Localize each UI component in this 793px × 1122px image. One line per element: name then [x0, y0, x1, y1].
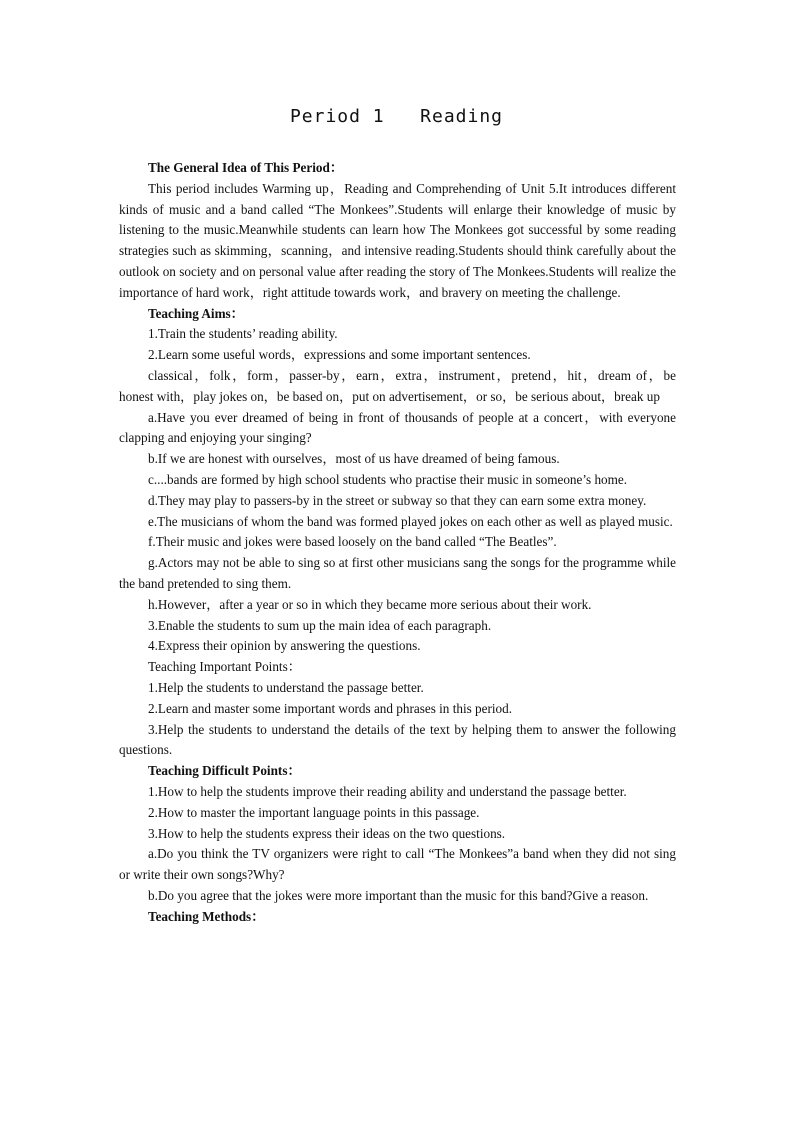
paragraph: a.Have you ever dreamed of being in front of thousands of people at a concert，with everyone clapping and enjoying your singing? — [119, 409, 676, 446]
paragraph: 4.Express their opinion by answering the questions. — [148, 638, 421, 654]
paragraph: 2.How to master the important language points in this passage. — [148, 804, 480, 820]
paragraph: a.Do you think the TV organizers were right to call “The Monkees”a band when they did not sing or write their own songs?Why? — [119, 846, 676, 883]
section-heading: Teaching Aims： — [148, 305, 244, 321]
paragraph: b.If we are honest with ourselves，most of us have dreamed of being famous. — [148, 451, 560, 467]
paragraph: e.The musicians of whom the band was formed played jokes on each other as well as played music. — [148, 513, 673, 529]
paragraph: Teaching Important Points： — [148, 659, 301, 675]
section-heading: Teaching Difficult Points： — [148, 763, 301, 779]
section-heading: Teaching Methods： — [148, 908, 265, 924]
paragraph: 3.How to help the students express their ideas on the two questions. — [148, 825, 506, 841]
paragraph: b.Do you agree that the jokes were more important than the music for this band?Give a reason. — [148, 887, 649, 903]
paragraph: 3.Enable the students to sum up the main idea of each paragraph. — [148, 617, 492, 633]
paragraph: c....bands are formed by high school students who practise their music in someone’s home. — [148, 471, 628, 487]
paragraph: 2.Learn some useful words，expressions and some important sentences. — [148, 347, 531, 363]
paragraph: 2.Learn and master some important words and phrases in this period. — [148, 700, 513, 716]
paragraph: 1.Train the students’ reading ability. — [148, 326, 338, 342]
paragraph: f.Their music and jokes were based loosely on the band called “The Beatles”. — [148, 534, 557, 550]
paragraph: classical，folk，form，passer-by，earn，extra，instrument，pretend，hit，dream of，be honest with，play jokes on，be based on，put on advertisement，or so，be serious about，break up — [119, 367, 676, 404]
paragraph: d.They may play to passers-by in the street or subway so that they can earn some extra money. — [148, 492, 647, 508]
document-body — [119, 158, 676, 927]
section-heading: The General Idea of This Period： — [148, 160, 344, 175]
paragraph: h.However，after a year or so in which they became more serious about their work. — [148, 596, 592, 612]
document-title: Period 1 Reading — [289, 106, 504, 127]
paragraph: 1.Help the students to understand the passage better. — [148, 679, 424, 695]
paragraph: g.Actors may not be able to sing so at first other musicians sang the songs for the programme while the band pretended to sing them. — [119, 555, 676, 591]
paragraph: 3.Help the students to understand the details of the text by helping them to answer the following questions. — [119, 721, 676, 758]
paragraph: 1.How to help the students improve their reading ability and understand the passage better. — [148, 783, 627, 799]
paragraph: This period includes Warming up，Reading and Comprehending of Unit 5.It introduces different kinds of music and a band called “The Monkees”.Students will enlarge their knowledge of music by listening to the music.Meanwhile students can learn how The Monkees got successful by some reading strategies such as skimming，scanning，and intensive reading.Students should think carefully about the outlook on society and on personal value after reading the story of The Monkees.Students will realize the importance of hard work，right attitude towards work，and bravery on meeting the challenge. — [119, 180, 676, 300]
